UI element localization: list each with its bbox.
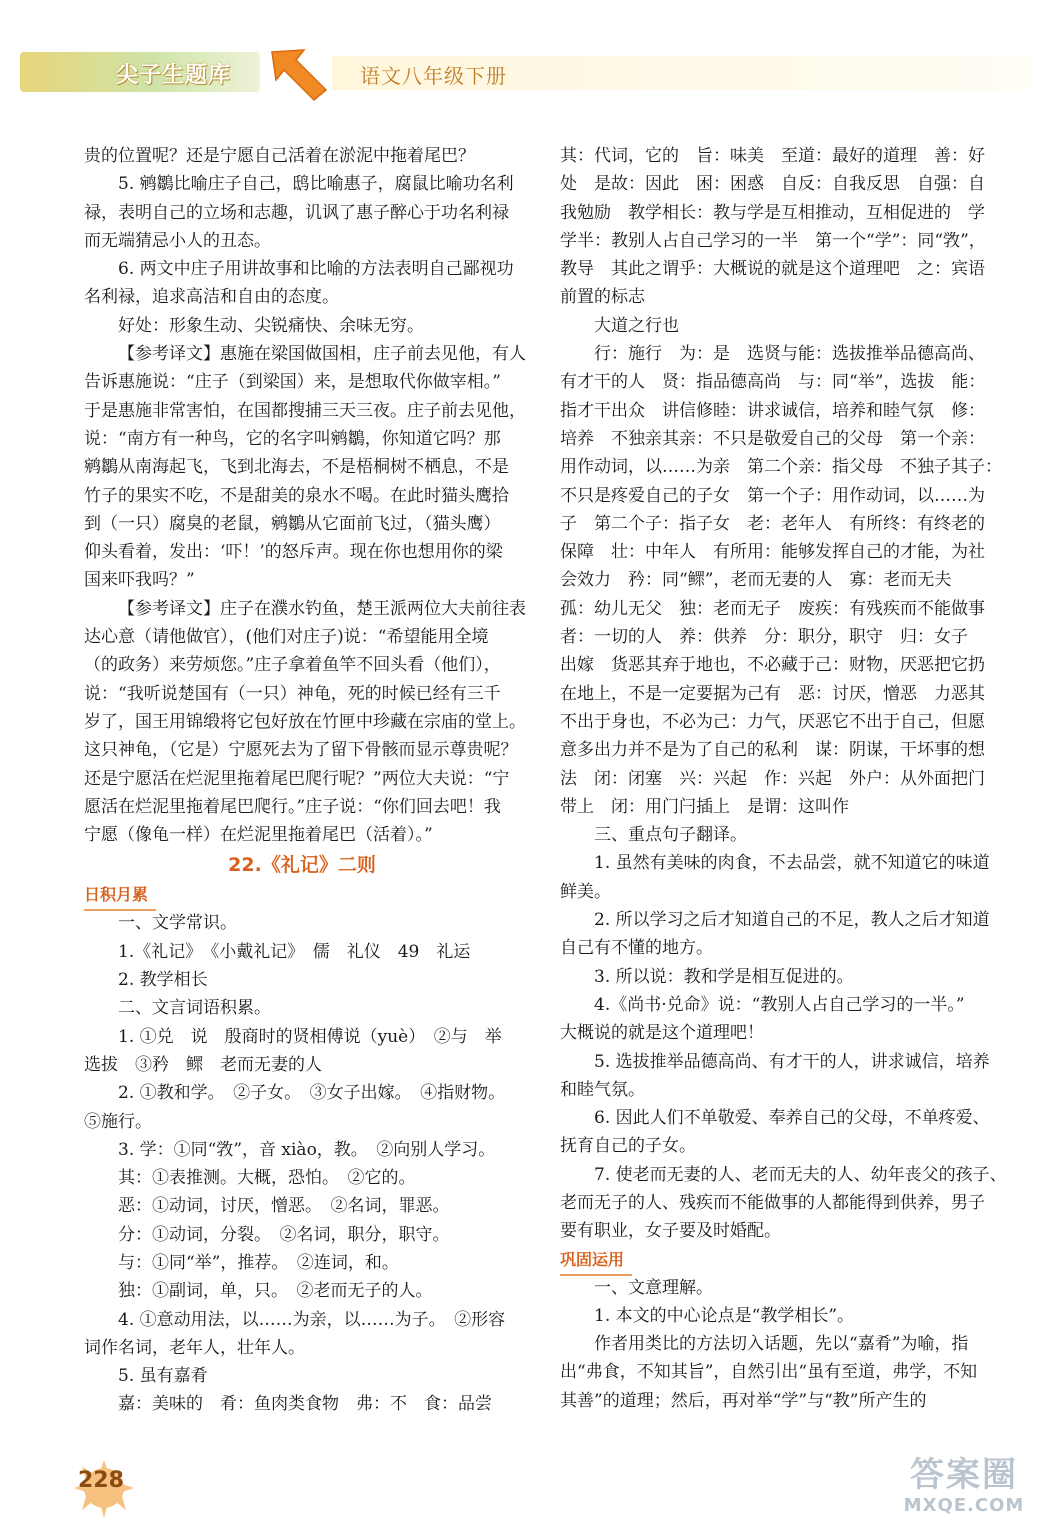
text-line: 作者用类比的方法切入话题，先以“嘉肴”为喻，指 bbox=[594, 1334, 969, 1355]
text-line: 要有职业，女子要及时婚配。 bbox=[560, 1221, 781, 1242]
page-header bbox=[20, 52, 1040, 94]
text-line: 老而无子的人、残疾而不能做事的人都能得到供养，男子 bbox=[560, 1192, 985, 1213]
text-line: 意多出力并不是为了自己的私利 谋：阴谋，干坏事的想 bbox=[560, 740, 985, 761]
text-line: 孤：幼儿无父 独：老而无子 废疾：有残疾而不能做事 bbox=[560, 598, 985, 619]
text-line: 【参考译文】庄子在濮水钓鱼，楚王派两位大夫前往表 bbox=[118, 598, 526, 619]
left-column bbox=[84, 142, 526, 1419]
text-line: 培养 不独亲其亲：不只是敬爱自己的父母 第一个亲： bbox=[560, 428, 985, 449]
text-line: 【参考译文】惠施在梁国做国相，庄子前去见他，有人 bbox=[118, 344, 526, 365]
text-line: 7. 使老而无妻的人、老而无夫的人、幼年丧父的孩子、 bbox=[594, 1164, 1007, 1185]
text-line: 6. 两文中庄子用讲故事和比喻的方法表明自己鄙视功 bbox=[118, 259, 514, 280]
text-line: 不只是疼爱自己的子女 第一个子：用作动词，以……为 bbox=[560, 485, 985, 506]
text-line: 带上 闭：用门闩插上 是谓：这叫作 bbox=[560, 796, 849, 817]
text-line: 好处：形象生动、尖锐痛快、余味无穷。 bbox=[118, 315, 424, 336]
watermark-top: 答案圈 bbox=[910, 1455, 1018, 1495]
right-column bbox=[560, 142, 1007, 1415]
text-line: 二、文言词语积累。 bbox=[118, 998, 271, 1019]
text-line: 保障 壮：中年人 有所用：能够发挥自己的才能，为社 bbox=[560, 542, 985, 563]
text-line: 6. 因此人们不单敬爱、奉养自己的父母，不单疼爱、 bbox=[594, 1108, 990, 1129]
text-line: 大道之行也 bbox=[594, 315, 679, 336]
text-line: 分：①动词，分裂。 ②名词，职分，职守。 bbox=[118, 1224, 450, 1245]
text-line: 仰头看着，发出：‘吓！’的怒斥声。现在你也想用你的梁 bbox=[84, 542, 503, 563]
text-line: 而无端猜忌小人的丑态。 bbox=[84, 230, 271, 251]
text-line: 三、重点句子翻译。 bbox=[594, 825, 747, 846]
text-line: 有才干的人 贤：指品德高尚 与：同“举”，选拔 能： bbox=[560, 372, 986, 393]
text-line: 词作名词，老年人，壮年人。 bbox=[84, 1337, 305, 1358]
text-line: 者：一切的人 养：供养 分：职分，职守 归：女子 bbox=[560, 627, 968, 648]
text-line: 1. ①兑 说 殷商时的贤相傅说（yuè） ②与 举 bbox=[118, 1026, 502, 1047]
text-line: 学半：教别人占自己学习的一半 第一个“学”：同“敩”， bbox=[560, 230, 986, 251]
section-label-text: 日积月累 bbox=[84, 881, 156, 911]
text-line: 这只神龟，（它是）宁愿死去为了留下骨骸而显示尊贵呢？ bbox=[84, 740, 518, 761]
section-label bbox=[560, 1246, 1000, 1274]
brand-title: 尖子生题库 bbox=[116, 63, 232, 88]
text-line: 愿活在烂泥里拖着尾巴爬行。”庄子说：“你们回去吧！我 bbox=[84, 796, 501, 817]
text-line: 教导 其此之谓乎：大概说的就是这个道理吧 之：宾语 bbox=[560, 259, 985, 280]
text-line: 还是宁愿活在烂泥里拖着尾巴爬行呢？”两位大夫说：“宁 bbox=[84, 768, 510, 789]
text-line: 2. 教学相长 bbox=[118, 970, 208, 991]
text-line: 鲜美。 bbox=[560, 881, 611, 902]
text-line: 出嫁 货恶其弃于地也，不必藏于己：财物，厌恶把它扔 bbox=[560, 655, 985, 676]
text-line: 其：①表推测。大概，恐怕。 ②它的。 bbox=[118, 1168, 416, 1189]
text-line: 1. 本文的中心论点是“教学相长”。 bbox=[594, 1305, 855, 1326]
text-line: 国来吓我吗？” bbox=[84, 570, 195, 591]
text-line: 鹓鶵从南海起飞，飞到北海去，不是梧桐树不栖息，不是 bbox=[84, 457, 509, 478]
text-line: 法 闭：闭塞 兴：兴起 作：兴起 外户：从外面把门 bbox=[560, 768, 985, 789]
text-line: 到（一只）腐臭的老鼠，鹓鶵从它面前飞过，（猫头鹰） bbox=[84, 513, 501, 534]
text-line: 达心意（请他做官），(他们对庄子)说：“希望能用全境 bbox=[84, 627, 489, 648]
book-title: 语文八年级下册 bbox=[360, 64, 507, 88]
text-line: 5. 虽有嘉肴 bbox=[118, 1366, 208, 1387]
page-number: 228 bbox=[78, 1468, 124, 1493]
text-line: 选拔 ③矜 鳏 老而无妻的人 bbox=[84, 1054, 322, 1075]
text-line: 会效力 矜：同“鳏”，老而无妻的人 寡：老而无夫 bbox=[560, 570, 952, 591]
text-line: 于是惠施非常害怕，在国都搜捕三天三夜。庄子前去见他， bbox=[84, 400, 526, 421]
text-line: 在地上，不是一定要据为己有 恶：讨厌，憎恶 力恶其 bbox=[560, 683, 985, 704]
text-line: 贵的位置呢？还是宁愿自己活着在淤泥中拖着尾巴？ bbox=[84, 146, 475, 166]
text-line: 前置的标志 bbox=[560, 287, 645, 308]
text-line: 竹子的果实不吃，不是甜美的泉水不喝。在此时猫头鹰拾 bbox=[84, 485, 509, 506]
text-line: 说：“南方有一种鸟，它的名字叫鹓鶵，你知道它吗？那 bbox=[84, 428, 501, 449]
text-line: 1. 虽然有美味的肉食，不去品尝，就不知道它的味道 bbox=[594, 853, 990, 874]
text-line: 出“弗食，不知其旨”，自然引出“虽有至道，弗学，不知 bbox=[560, 1362, 978, 1383]
text-line: 3. 所以说：教和学是相互促进的。 bbox=[594, 966, 854, 987]
text-line: 抚育自己的子女。 bbox=[560, 1136, 696, 1157]
watermark-logo bbox=[889, 1455, 1039, 1527]
text-line: 其：代词，它的 旨：味美 至道：最好的道理 善：好 bbox=[560, 146, 985, 166]
text-line: 其善”的道理；然后，再对举“学”与“教”所产生的 bbox=[560, 1390, 927, 1411]
text-line: 和睦气氛。 bbox=[560, 1079, 645, 1100]
text-line: 自己有不懂的地方。 bbox=[560, 938, 713, 959]
text-line: 子 第二个子：指子女 老：老年人 有所终：有终老的 bbox=[560, 513, 985, 534]
section-title: 22.《礼记》二则 bbox=[228, 854, 376, 877]
text-line: （的政务）来劳烦您。”庄子拿着鱼竿不回头看（他们）， bbox=[84, 655, 501, 676]
text-line: 处 是故：因此 困：困惑 自反：自我反思 自强：自 bbox=[560, 174, 985, 195]
text-line: 4. ①意动用法，以……为亲，以……为子。 ②形容 bbox=[118, 1309, 506, 1330]
text-line: 行：施行 为：是 选贤与能：选拔推举品德高尚、 bbox=[594, 344, 985, 365]
text-line: 1.《礼记》 《小戴礼记》 儒 礼仪 49 礼运 bbox=[118, 941, 471, 962]
text-line: 禄，表明自己的立场和志趣，讥讽了惠子醉心于功名利禄 bbox=[84, 202, 509, 223]
text-line: 与：①同“举”，推荐。 ②连词，和。 bbox=[118, 1252, 399, 1273]
brand-banner bbox=[20, 52, 260, 92]
text-line: 恶：①动词，讨厌，憎恶。 ②名词，罪恶。 bbox=[118, 1196, 450, 1217]
text-line: 宁愿（像龟一样）在烂泥里拖着尾巴（活着）。” bbox=[84, 825, 433, 846]
text-line: 2. ①教和学。 ②子女。 ③女子出嫁。 ④指财物。 bbox=[118, 1083, 506, 1104]
text-line: ⑤施行。 bbox=[84, 1111, 152, 1132]
section-label-text: 巩固运用 bbox=[560, 1246, 632, 1276]
text-line: 我勉励 教学相长：教与学是互相推动，互相促进的 学 bbox=[560, 202, 985, 223]
text-line: 名利禄，追求高洁和自由的态度。 bbox=[84, 287, 339, 308]
text-line: 4.《尚书·兑命》说：“教别人占自己学习的一半。” bbox=[594, 994, 965, 1015]
text-line: 岁了，国王用锦缎将它包好放在竹匣中珍藏在宗庙的堂上。 bbox=[84, 711, 526, 732]
text-line: 不出于身也，不必为己：力气，厌恶它不出于自己，但愿 bbox=[560, 711, 985, 732]
text-line: 大概说的就是这个道理吧！ bbox=[560, 1023, 764, 1044]
text-line: 指才干出众 讲信修睦：讲求诚信，培养和睦气氛 修： bbox=[560, 400, 985, 421]
text-line: 说：“我听说楚国有（一只）神龟，死的时候已经有三千 bbox=[84, 683, 501, 704]
text-line: 5. 鹓鶵比喻庄子自己，鸱比喻惠子，腐鼠比喻功名利 bbox=[118, 174, 514, 195]
watermark-bottom: MXQE.COM bbox=[903, 1495, 1025, 1516]
text-line: 一、文学常识。 bbox=[118, 913, 237, 934]
text-line: 5. 选拔推举品德高尚、有才干的人，讲求诚信，培养 bbox=[594, 1051, 990, 1072]
text-line: 一、文意理解。 bbox=[594, 1277, 713, 1298]
arrow-icon bbox=[268, 46, 330, 102]
text-line: 2. 所以学习之后才知道自己的不足，教人之后才知道 bbox=[594, 910, 990, 931]
text-line: 3. 学：①同“敩”，音 xiào，教。 ②向别人学习。 bbox=[118, 1139, 496, 1160]
text-line: 告诉惠施说：“庄子（到梁国）来，是想取代你做宰相。” bbox=[84, 372, 501, 393]
text-line: 独：①副词，单，只。 ②老而无子的人。 bbox=[118, 1281, 433, 1302]
text-line: 用作动词，以……为亲 第二个亲：指父母 不独子其子： bbox=[560, 457, 1002, 478]
section-label bbox=[84, 881, 520, 909]
text-line: 嘉：美味的 肴：鱼肉类食物 弗：不 食：品尝 bbox=[118, 1394, 492, 1415]
